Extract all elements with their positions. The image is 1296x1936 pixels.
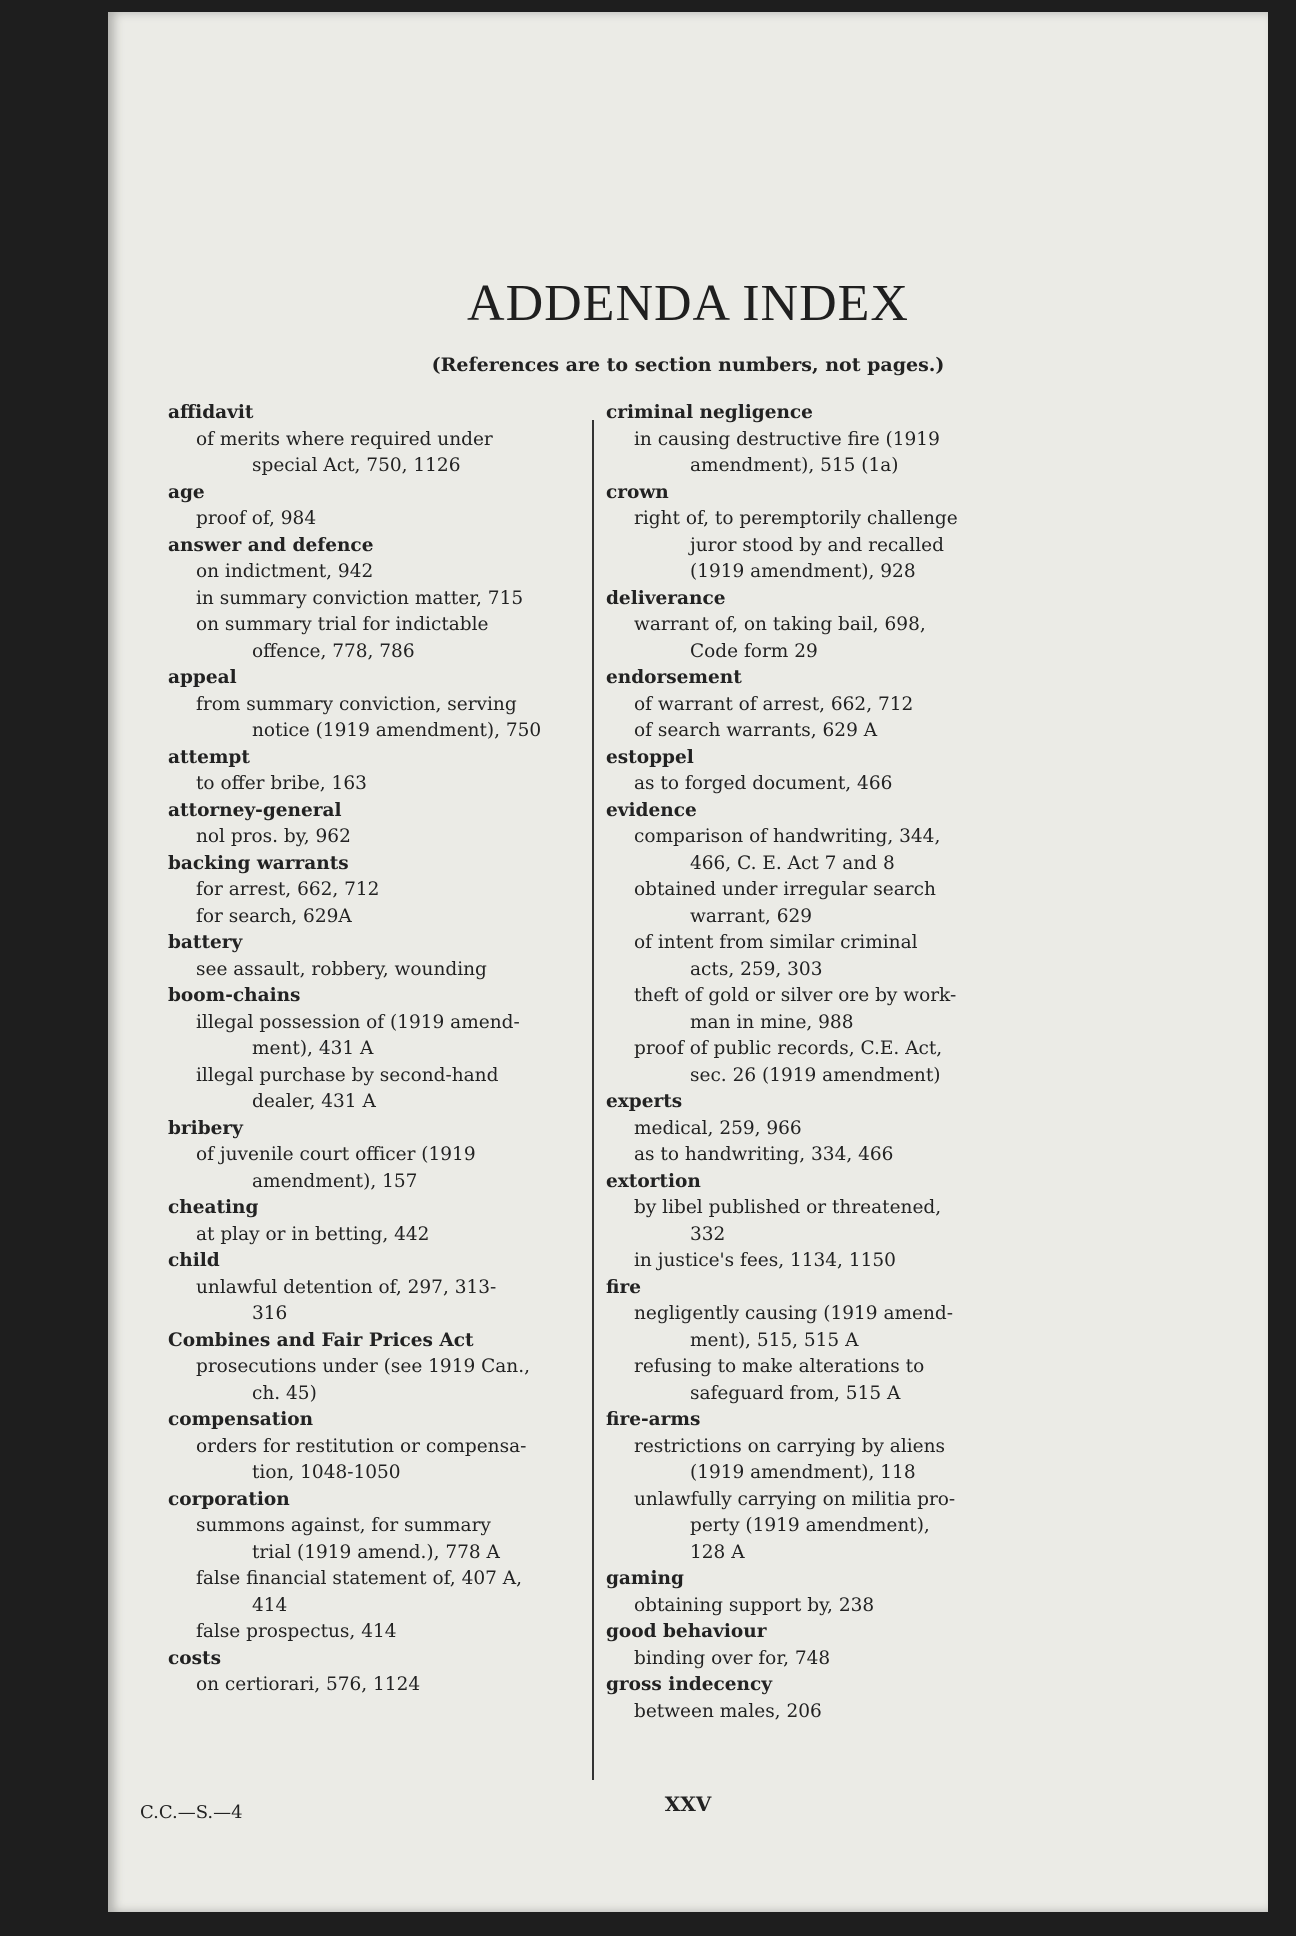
subentry-continuation: perty (1919 amendment),: [690, 1515, 930, 1536]
subentry-text: prosecutions under (see 1919 Can.,: [196, 1356, 530, 1377]
subentry-continuation: ment), 431 A: [252, 1038, 374, 1059]
document-page: [108, 12, 1268, 1912]
index-heading: estoppel: [606, 746, 694, 768]
index-entry: [606, 400, 1021, 480]
index-heading: answer and defence: [168, 534, 374, 556]
index-heading: corporation: [168, 1488, 290, 1510]
index-subentry: [196, 957, 588, 984]
index-subentry: [634, 1354, 1021, 1407]
index-subentry: [196, 1672, 588, 1699]
subentry-continuation: juror stood by and recalled: [690, 534, 944, 556]
footer-signature-mark: C.C.—S.—4: [140, 1802, 243, 1823]
index-subentry: [196, 586, 588, 613]
subentry-continuation: notice (1919 amendment), 750: [252, 720, 542, 741]
subentry-continuation: amendment), 515 (1a): [690, 455, 899, 476]
index-subentry: [634, 718, 1021, 745]
subentry-continuation: 316: [252, 1303, 288, 1324]
subentry-text: for arrest, 662, 712: [196, 879, 380, 900]
index-subentry: [634, 506, 1021, 586]
index-heading: attorney-general: [168, 799, 342, 821]
index-entry: [168, 533, 588, 666]
subentry-continuation: ch. 45): [252, 1382, 317, 1404]
subentry-text: at play or in betting, 442: [196, 1223, 430, 1245]
index-subentry: [196, 692, 588, 745]
index-column-left: [168, 400, 588, 1699]
index-heading: child: [168, 1250, 220, 1271]
subentry-text: in causing destructive fire (1919: [634, 428, 940, 450]
subentry-continuation: special Act, 750, 1126: [252, 455, 461, 476]
index-subentry: [634, 983, 1021, 1036]
index-subentry: [634, 1646, 1021, 1673]
index-subentry: [196, 1354, 588, 1407]
subentry-text: between males, 206: [634, 1700, 822, 1722]
subentry-continuation: safeguard from, 515 A: [690, 1382, 901, 1404]
index-entry: [168, 851, 588, 931]
index-entry: [606, 745, 1021, 798]
index-subentry: [196, 1063, 588, 1116]
subentry-text: proof of public records, C.E. Act,: [634, 1038, 943, 1059]
index-entry: [168, 1407, 588, 1487]
index-column-right: [606, 400, 1021, 1725]
index-entry: [606, 1275, 1021, 1408]
subentry-text: medical, 259, 966: [634, 1117, 802, 1139]
index-subentry: [634, 692, 1021, 719]
index-heading: age: [168, 481, 205, 503]
subentry-text: as to forged document, 466: [634, 773, 893, 794]
subentry-continuation: 466, C. E. Act 7 and 8: [690, 852, 895, 874]
subentry-text: proof of, 984: [196, 508, 317, 529]
index-heading: boom-chains: [168, 985, 301, 1006]
index-entry: [606, 1619, 1021, 1672]
subentry-text: binding over for, 748: [634, 1647, 831, 1669]
index-heading: crown: [606, 481, 669, 503]
index-subentry: [634, 1142, 1021, 1169]
index-heading: Combines and Fair Prices Act: [168, 1329, 474, 1351]
index-subentry: [634, 1434, 1021, 1487]
page-subtitle: (References are to section numbers, not pages.): [431, 354, 945, 376]
subentry-continuation: 332: [690, 1223, 726, 1245]
subentry-continuation: sec. 26 (1919 amendment): [690, 1064, 941, 1086]
index-heading: appeal: [168, 667, 237, 688]
index-entry: [606, 1169, 1021, 1275]
index-heading: fire: [606, 1276, 641, 1298]
subentry-text: in justice's fees, 1134, 1150: [634, 1250, 896, 1271]
subentry-continuation: acts, 259, 303: [690, 958, 823, 980]
subentry-text: of search warrants, 629 A: [634, 720, 878, 741]
subentry-text: nol pros. by, 962: [196, 826, 351, 847]
index-subentry: [196, 559, 588, 586]
column-divider: [592, 420, 594, 1780]
page-title: ADDENDA INDEX: [467, 275, 909, 332]
subentry-continuation: (1919 amendment), 118: [690, 1462, 916, 1483]
subentry-text: obtained under irregular search: [634, 879, 936, 900]
subentry-continuation: (1919 amendment), 928: [690, 561, 916, 582]
subentry-text: illegal purchase by second-hand: [196, 1064, 499, 1086]
index-subentry: [196, 612, 588, 665]
subentry-text: negligently causing (1919 amend-: [634, 1303, 953, 1324]
index-subentry: [634, 1195, 1021, 1248]
index-subentry: [196, 1434, 588, 1487]
subentry-text: in summary conviction matter, 715: [196, 587, 524, 609]
index-entry: [168, 745, 588, 798]
index-subentry: [634, 427, 1021, 480]
subentry-text: false financial statement of, 407 A,: [196, 1568, 522, 1589]
index-subentry: [634, 1116, 1021, 1143]
index-subentry: [196, 771, 588, 798]
subentry-continuation: dealer, 431 A: [252, 1091, 376, 1112]
subentry-continuation: Code form 29: [690, 640, 818, 662]
index-entry: [168, 480, 588, 533]
index-subentry: [634, 612, 1021, 665]
index-subentry: [634, 1248, 1021, 1275]
index-heading: fire-arms: [606, 1409, 701, 1430]
index-subentry: [196, 1010, 588, 1063]
subentry-text: orders for restitution or compensa-: [196, 1435, 527, 1457]
index-entry: [168, 1195, 588, 1248]
subentry-text: of merits where required under: [196, 428, 493, 450]
subentry-continuation: 128 A: [690, 1541, 745, 1563]
index-subentry: [196, 1566, 588, 1619]
index-heading: endorsement: [606, 667, 742, 688]
index-heading: experts: [606, 1091, 683, 1112]
subentry-text: of warrant of arrest, 662, 712: [634, 693, 914, 715]
subentry-text: unlawfully carrying on militia pro-: [634, 1488, 956, 1510]
subentry-continuation: amendment), 157: [252, 1170, 418, 1192]
subentry-text: warrant of, on taking bail, 698,: [634, 614, 926, 635]
index-entry: [168, 1328, 588, 1408]
index-heading: costs: [168, 1647, 221, 1669]
index-subentry: [634, 1487, 1021, 1567]
subentry-text: right of, to peremptorily challenge: [634, 508, 958, 529]
subentry-text: unlawful detention of, 297, 313-: [196, 1276, 497, 1298]
subentry-text: from summary conviction, serving: [196, 693, 517, 715]
index-entry: [168, 400, 588, 480]
index-subentry: [196, 877, 588, 904]
subentry-text: refusing to make alterations to: [634, 1356, 925, 1377]
index-entry: [606, 665, 1021, 745]
subentry-text: on indictment, 942: [196, 561, 374, 582]
index-heading: extortion: [606, 1170, 701, 1192]
index-entry: [168, 1487, 588, 1646]
subentry-text: illegal possession of (1919 amend-: [196, 1011, 520, 1033]
subentry-continuation: trial (1919 amend.), 778 A: [252, 1541, 500, 1563]
index-subentry: [196, 824, 588, 851]
subentry-text: theft of gold or silver ore by work-: [634, 985, 957, 1006]
index-subentry: [634, 877, 1021, 930]
index-entry: [606, 480, 1021, 586]
subentry-continuation: 414: [252, 1594, 288, 1616]
subentry-continuation: ment), 515, 515 A: [690, 1329, 859, 1351]
index-heading: affidavit: [168, 402, 254, 423]
subentry-text: of juvenile court officer (1919: [196, 1144, 476, 1165]
subentry-continuation: offence, 778, 786: [252, 640, 415, 662]
index-subentry: [196, 1142, 588, 1195]
subentry-text: of intent from similar criminal: [634, 932, 918, 953]
index-heading: criminal negligence: [606, 402, 813, 423]
index-heading: deliverance: [606, 587, 726, 609]
index-subentry: [634, 1036, 1021, 1089]
index-entry: [168, 983, 588, 1116]
index-entry: [168, 1116, 588, 1196]
index-entry: [606, 1089, 1021, 1169]
index-heading: gaming: [606, 1568, 684, 1589]
index-subentry: [196, 904, 588, 931]
subentry-continuation: man in mine, 988: [690, 1011, 854, 1033]
index-entry: [606, 1566, 1021, 1619]
subentry-continuation: warrant, 629: [690, 905, 813, 927]
index-subentry: [196, 1513, 588, 1566]
subentry-text: on certiorari, 576, 1124: [196, 1674, 421, 1695]
index-heading: bribery: [168, 1117, 243, 1139]
index-heading: gross indecency: [606, 1674, 772, 1695]
index-entry: [606, 1672, 1021, 1725]
index-heading: cheating: [168, 1197, 259, 1218]
index-heading: backing warrants: [168, 852, 349, 874]
subentry-text: by libel published or threatened,: [634, 1197, 942, 1218]
index-entry: [606, 586, 1021, 666]
index-entry: [606, 1407, 1021, 1566]
index-subentry: [196, 506, 588, 533]
index-heading: evidence: [606, 799, 697, 821]
subentry-text: as to handwriting, 334, 466: [634, 1144, 894, 1165]
subentry-text: see assault, robbery, wounding: [196, 958, 487, 980]
subentry-text: comparison of handwriting, 344,: [634, 826, 941, 847]
subentry-continuation: tion, 1048-1050: [252, 1462, 401, 1483]
index-subentry: [634, 771, 1021, 798]
subentry-text: false prospectus, 414: [196, 1621, 397, 1642]
index-subentry: [634, 1699, 1021, 1726]
page-number: XXV: [664, 1792, 712, 1816]
subentry-text: summons against, for summary: [196, 1515, 491, 1536]
subentry-text: restrictions on carrying by aliens: [634, 1435, 946, 1457]
subentry-text: for search, 629A: [196, 905, 352, 927]
index-entry: [168, 930, 588, 983]
index-subentry: [634, 930, 1021, 983]
index-subentry: [196, 427, 588, 480]
index-entry: [168, 665, 588, 745]
index-subentry: [634, 1301, 1021, 1354]
index-entry: [168, 798, 588, 851]
index-heading: good behaviour: [606, 1621, 767, 1642]
index-subentry: [634, 824, 1021, 877]
index-heading: battery: [168, 932, 243, 953]
index-heading: compensation: [168, 1409, 314, 1430]
subentry-text: obtaining support by, 238: [634, 1594, 875, 1616]
index-subentry: [196, 1222, 588, 1249]
index-subentry: [196, 1619, 588, 1646]
index-entry: [168, 1248, 588, 1328]
subentry-text: to offer bribe, 163: [196, 773, 367, 794]
index-entry: [606, 798, 1021, 1090]
index-subentry: [634, 1593, 1021, 1620]
index-subentry: [196, 1275, 588, 1328]
index-entry: [168, 1646, 588, 1699]
subentry-text: on summary trial for indictable: [196, 614, 489, 635]
index-heading: attempt: [168, 746, 250, 768]
